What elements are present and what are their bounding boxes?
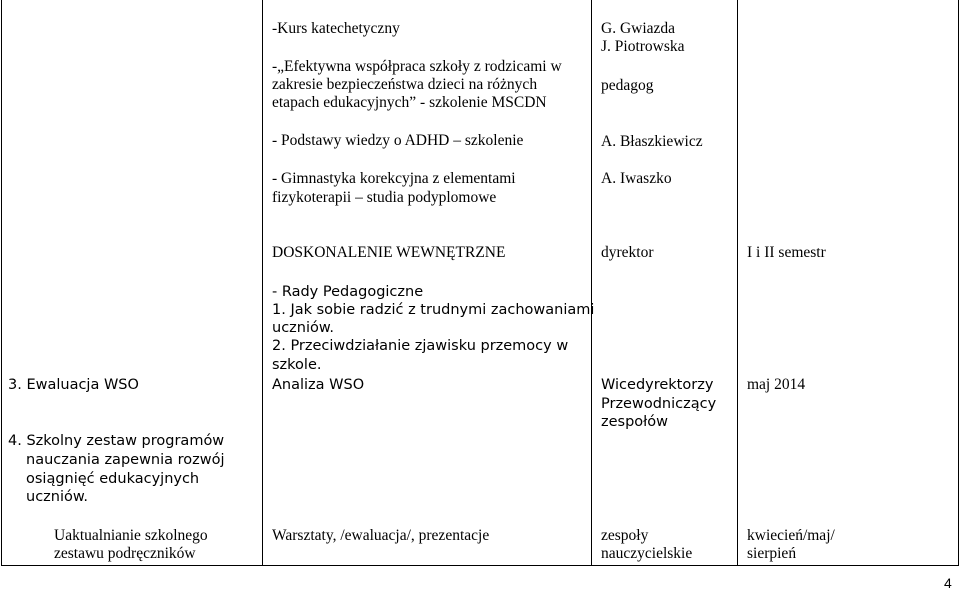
activity-item: - Podstawy wiedzy o ADHD – szkolenie bbox=[272, 132, 524, 149]
responsible-person: zespołów bbox=[601, 414, 669, 430]
table-border-bottom bbox=[1, 565, 959, 566]
activity-item: etapach edukacyjnych” - szkolenie MSCDN bbox=[272, 94, 547, 111]
task-title: 3. Ewaluacja WSO bbox=[8, 377, 139, 393]
responsible-person: Wicedyrektorzy bbox=[601, 377, 714, 393]
responsible-person: nauczycielskie bbox=[601, 545, 693, 562]
activity-item: 1. Jak sobie radzić z trudnymi zachowaniami bbox=[272, 302, 595, 318]
responsible-person: A. Iwaszko bbox=[601, 170, 672, 187]
table-column-divider-2 bbox=[591, 0, 592, 566]
task-title: 4. Szkolny zestaw programów bbox=[8, 433, 225, 449]
table-border-left bbox=[1, 0, 2, 566]
task-title: osiągnięć edukacyjnych bbox=[26, 471, 200, 487]
activity-item: szkole. bbox=[272, 357, 322, 373]
task-item: zestawu podręczników bbox=[54, 545, 196, 562]
activity-item: -Kurs katechetyczny bbox=[272, 20, 400, 37]
activity-item: -„Efektywna współpraca szkoły z rodzicami w bbox=[272, 58, 562, 75]
term: I i II semestr bbox=[747, 244, 826, 261]
responsible-person: J. Piotrowska bbox=[601, 38, 685, 55]
table-column-divider-1 bbox=[262, 0, 263, 566]
activity-item: 2. Przeciwdziałanie zjawisku przemocy w bbox=[272, 338, 569, 354]
activity-item: uczniów. bbox=[272, 320, 335, 336]
activity-item: zakresie bezpieczeństwa dzieci na różnych bbox=[272, 76, 538, 93]
form-heading: DOSKONALENIE WEWNĘTRZNE bbox=[272, 244, 506, 261]
activity-item: fizykoterapii – studia podyplomowe bbox=[272, 189, 497, 206]
task-title: uczniów. bbox=[26, 489, 89, 505]
term: sierpień bbox=[747, 545, 797, 562]
responsible-person: Przewodniczący bbox=[601, 396, 717, 412]
page-number: 4 bbox=[944, 575, 952, 591]
task-item: Uaktualnianie szkolnego bbox=[54, 527, 208, 544]
responsible-person: dyrektor bbox=[601, 244, 654, 261]
task-title: nauczania zapewnia rozwój bbox=[26, 452, 225, 468]
table-border-right bbox=[958, 0, 959, 566]
responsible-person: A. Błaszkiewicz bbox=[601, 133, 703, 150]
responsible-person: G. Gwiazda bbox=[601, 20, 676, 37]
form-item: Warsztaty, /ewaluacja/, prezentacje bbox=[272, 527, 490, 544]
term: kwiecień/maj/ bbox=[747, 527, 835, 544]
activity-item: - Rady Pedagogiczne bbox=[272, 284, 424, 300]
activity-item: - Gimnastyka korekcyjna z elementami bbox=[272, 170, 516, 187]
form-item: Analiza WSO bbox=[272, 377, 365, 393]
responsible-person: zespoły bbox=[601, 527, 649, 544]
table-column-divider-3 bbox=[737, 0, 738, 566]
term: maj 2014 bbox=[747, 376, 806, 393]
responsible-person: pedagog bbox=[601, 77, 654, 94]
